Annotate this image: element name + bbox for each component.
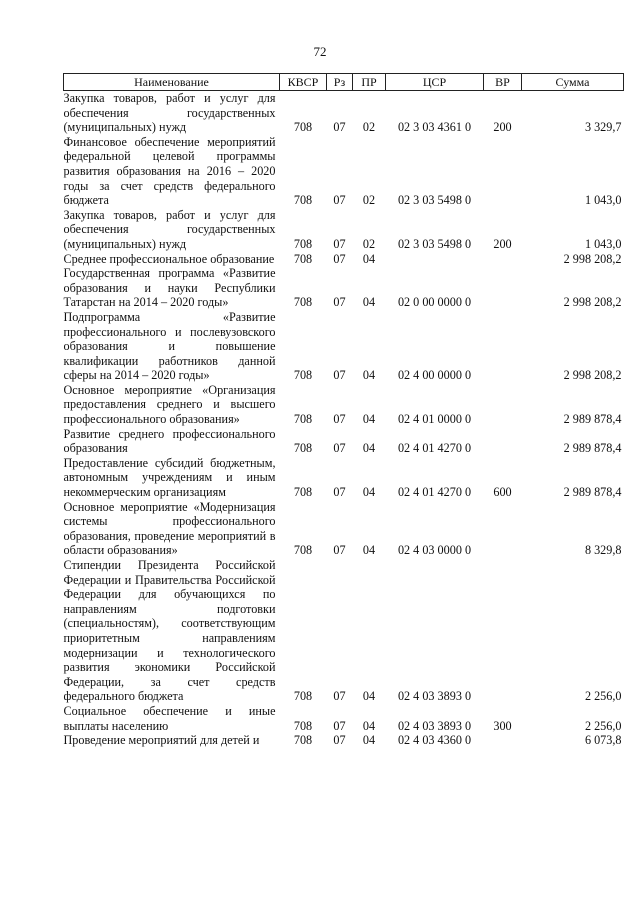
- row-sum: 2 989 878,4: [563, 441, 622, 456]
- row-rz: 07: [333, 368, 346, 383]
- row-pr: 04: [362, 295, 376, 310]
- row-sum: 2 998 208,2: [563, 251, 622, 266]
- row-name: Основное мероприятие «Модернизация системы профессионального образования, проведение мероприятий в области образования»: [63, 499, 276, 558]
- row-name: Подпрограмма «Развитие профессионального и послевузовского образования и повышение квалификации работников данной сферы на 2014 – 2020 годы»: [63, 309, 276, 383]
- row-rz: 07: [333, 485, 346, 500]
- row-name: Стипендии Президента Российской Федерации и Правительства Российской Федерации для обучающихся по направлениям подготовки (специальностям), соответствующим приоритетным направлениям модернизации и технологического развития экономики Российской Федерации, за счет средств федерального бюджета: [63, 558, 276, 704]
- row-pr: 04: [362, 251, 376, 266]
- header-sum: Сумма: [522, 74, 624, 91]
- row-rz: 07: [333, 251, 346, 266]
- header-rz: Рз: [327, 74, 353, 91]
- row-csr: 02 4 03 3893 0: [397, 689, 472, 704]
- row-rz: 07: [333, 543, 346, 558]
- row-rz: 07: [333, 689, 346, 704]
- row-pr: 02: [362, 236, 376, 251]
- row-rz: 07: [333, 718, 346, 733]
- row-vr: [484, 427, 522, 456]
- row-name: Основное мероприятие «Организация предоставления среднего и высшего профессионального образования»: [63, 382, 276, 427]
- row-kvsr: 708: [293, 236, 313, 251]
- row-name: Развитие среднего профессионального образования: [63, 426, 276, 456]
- row-kvsr: 708: [293, 485, 313, 500]
- row-sum: 6 073,8: [584, 733, 622, 748]
- row-vr: 300: [493, 718, 512, 733]
- row-rz: 07: [333, 441, 346, 456]
- row-vr: [484, 135, 522, 208]
- table-row: [64, 456, 624, 500]
- row-vr: [484, 266, 522, 310]
- row-pr: 04: [362, 441, 376, 456]
- row-vr: [484, 310, 522, 383]
- table-row: [64, 91, 624, 135]
- row-kvsr: 708: [293, 543, 313, 558]
- row-csr: 02 4 01 4270 0: [397, 441, 472, 456]
- row-vr: [484, 733, 522, 748]
- row-kvsr: 708: [293, 412, 313, 427]
- row-vr: [484, 558, 522, 704]
- row-vr: 200: [493, 236, 512, 251]
- table-row: [64, 310, 624, 383]
- row-sum: 1 043,0: [584, 236, 622, 251]
- header-pr: ПР: [353, 74, 386, 91]
- row-csr: 02 4 03 0000 0: [397, 543, 472, 558]
- row-name: Финансовое обеспечение мероприятий федеральной целевой программы развития образования на 2016 – 2020 годы за счет средств федерального бюджета: [63, 134, 276, 208]
- row-kvsr: 708: [293, 251, 313, 266]
- row-sum: 2 256,0: [584, 718, 622, 733]
- table-row: [64, 427, 624, 456]
- row-vr: 600: [493, 485, 512, 500]
- row-sum: 2 998 208,2: [563, 368, 622, 383]
- header-csr: ЦСР: [386, 74, 484, 91]
- row-rz: 07: [333, 236, 346, 251]
- header-kvsr: КВСР: [280, 74, 327, 91]
- row-sum: 2 989 878,4: [563, 412, 622, 427]
- row-kvsr: 708: [293, 120, 313, 135]
- row-csr: 02 4 03 3893 0: [397, 718, 472, 733]
- row-name: Проведение мероприятий для детей и: [63, 733, 260, 748]
- table-row: [64, 252, 624, 267]
- row-kvsr: 708: [293, 193, 313, 208]
- row-pr: 02: [362, 120, 376, 135]
- row-csr: 02 3 03 5498 0: [397, 236, 472, 251]
- table-row: [64, 383, 624, 427]
- row-sum: 2 998 208,2: [563, 295, 622, 310]
- row-kvsr: 708: [293, 689, 313, 704]
- header-name: Наименование: [64, 74, 280, 91]
- row-name: Предоставление субсидий бюджетным, автономным учреждениям и иным некоммерческим организациям: [63, 455, 276, 500]
- table-row: [64, 500, 624, 558]
- row-name: Социальное обеспечение и иные выплаты населению: [63, 703, 276, 733]
- table-row: [64, 135, 624, 208]
- table-row: [64, 208, 624, 252]
- row-pr: 04: [362, 543, 376, 558]
- row-csr: 02 4 01 4270 0: [397, 485, 472, 500]
- row-sum: 2 256,0: [584, 689, 622, 704]
- row-kvsr: 708: [293, 368, 313, 383]
- header-vr: ВР: [484, 74, 522, 91]
- row-name: Государственная программа «Развитие образования и науки Республики Татарстан на 2014 – 2020 годы»: [63, 266, 276, 310]
- row-kvsr: 708: [293, 441, 313, 456]
- row-rz: 07: [333, 733, 346, 748]
- row-csr: 02 4 00 0000 0: [397, 368, 472, 383]
- table-row: [64, 558, 624, 704]
- row-rz: 07: [333, 295, 346, 310]
- budget-table: [63, 73, 624, 748]
- row-name: Закупка товаров, работ и услуг для обеспечения государственных (муниципальных) нужд: [63, 207, 276, 251]
- row-csr: 02 4 01 0000 0: [397, 412, 472, 427]
- row-kvsr: 708: [293, 718, 313, 733]
- row-pr: 04: [362, 368, 376, 383]
- row-csr: 02 0 00 0000 0: [397, 295, 472, 310]
- row-vr: [484, 500, 522, 558]
- row-pr: 04: [362, 718, 376, 733]
- row-csr: [386, 252, 484, 267]
- row-rz: 07: [333, 412, 346, 427]
- row-vr: [484, 252, 522, 267]
- row-rz: 07: [333, 120, 346, 135]
- row-pr: 04: [362, 412, 376, 427]
- row-pr: 04: [362, 733, 376, 748]
- row-sum: 3 329,7: [584, 120, 622, 135]
- row-name: Среднее профессиональное образование: [63, 251, 275, 266]
- row-sum: 2 989 878,4: [563, 485, 622, 500]
- table-row: [64, 733, 624, 748]
- table-row: [64, 266, 624, 310]
- row-name: Закупка товаров, работ и услуг для обеспечения государственных (муниципальных) нужд: [63, 91, 276, 135]
- table-row: [64, 704, 624, 733]
- row-csr: 02 3 03 4361 0: [397, 120, 472, 135]
- page-number: 72: [313, 44, 327, 59]
- row-pr: 02: [362, 193, 376, 208]
- row-rz: 07: [333, 193, 346, 208]
- row-pr: 04: [362, 485, 376, 500]
- row-vr: [484, 383, 522, 427]
- row-vr: 200: [493, 120, 512, 135]
- row-sum: 8 329,8: [584, 543, 622, 558]
- row-pr: 04: [362, 689, 376, 704]
- table-header-row: [64, 74, 624, 91]
- row-kvsr: 708: [293, 733, 313, 748]
- row-csr: 02 4 03 4360 0: [397, 733, 472, 748]
- row-sum: 1 043,0: [584, 193, 622, 208]
- row-csr: 02 3 03 5498 0: [397, 193, 472, 208]
- row-kvsr: 708: [293, 295, 313, 310]
